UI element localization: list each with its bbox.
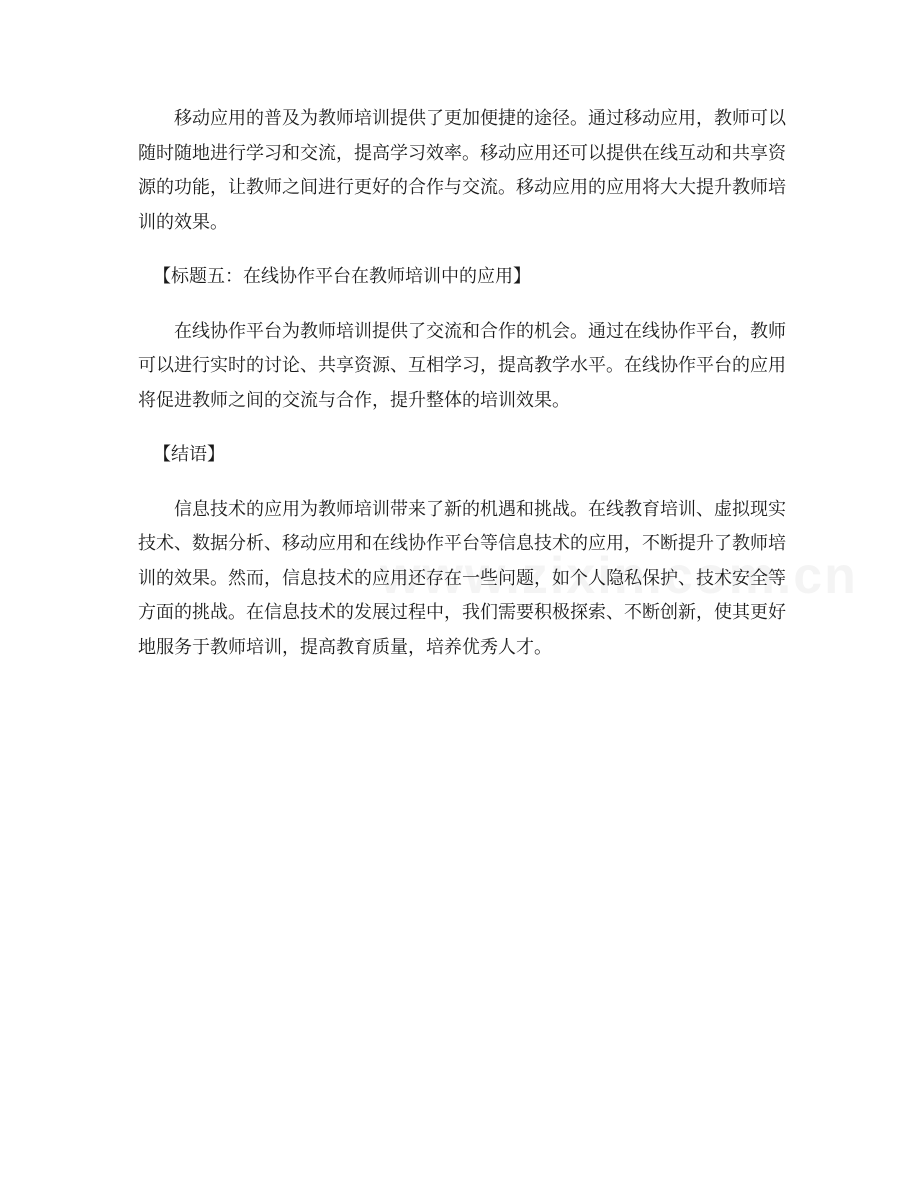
spacer	[138, 295, 786, 315]
spacer	[138, 418, 786, 438]
paragraph-mobile-apps: 移动应用的普及为教师培训提供了更加便捷的途径。通过移动应用，教师可以随时随地进行学习和交流，提高学习效率。移动应用还可以提供在线互动和共享资源的功能，让教师之间进行更好的合作与交流。移动应用的应用将大大提升教师培训的效果。	[138, 108, 786, 233]
spacer	[138, 240, 786, 260]
section-heading-conclusion: 【结语】	[153, 444, 225, 465]
paragraph-conclusion: 信息技术的应用为教师培训带来了新的机遇和挑战。在线教育培训、虚拟现实技术、数据分析、移动应用和在线协作平台等信息技术的应用，不断提升了教师培训的效果。然而，信息技术的应用还存在一些问题，如个人隐私保护、技术安全等方面的挑战。在信息技术的发展过程中，我们需要积极探索、不断创新，使其更好地服务于教师培训，提高教育质量，培养优秀人才。	[138, 498, 786, 658]
paragraph-collaboration-platform: 在线协作平台为教师培训提供了交流和合作的机会。通过在线协作平台，教师可以进行实时的讨论、共享资源、互相学习，提高教学水平。在线协作平台的应用将促进教师之间的交流与合作，提升整体的培训效果。	[138, 320, 786, 411]
section-heading-five: 【标题五：在线协作平台在教师培训中的应用】	[153, 266, 531, 287]
document-body	[138, 102, 786, 665]
spacer	[138, 473, 786, 493]
